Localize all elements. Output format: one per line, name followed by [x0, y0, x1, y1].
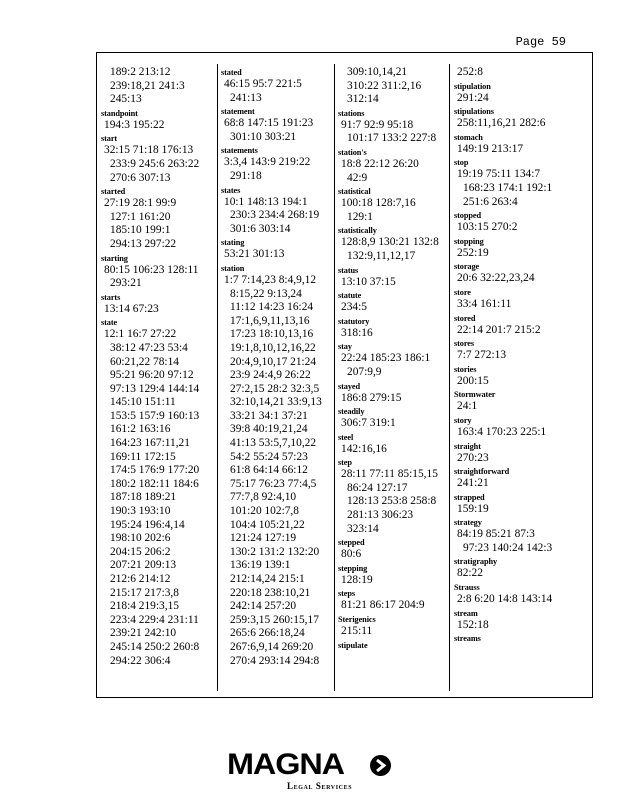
index-reference: 17:1,6,9,11,13,16	[230, 314, 310, 327]
index-reference: 19:19 75:11 134:7	[457, 168, 541, 181]
index-reference: 12:1 16:7 27:22	[104, 328, 177, 341]
index-heading: stopping	[454, 236, 484, 246]
index-heading: Strauss	[454, 583, 480, 593]
index-reference: 80:15 106:23 128:11	[104, 263, 199, 276]
index-heading: station's	[338, 147, 367, 157]
index-reference: 142:16,16	[341, 442, 387, 455]
index-reference: 312:14	[347, 93, 379, 106]
index-reference: 127:1 161:20	[110, 210, 171, 223]
index-heading: stored	[454, 313, 476, 323]
index-reference: 204:15 206:2	[110, 545, 171, 558]
index-reference: 301:6 303:14	[230, 222, 291, 235]
index-column-2	[217, 64, 332, 691]
index-reference: 130:2 131:2 132:20	[230, 545, 320, 558]
index-heading: stipulation	[454, 81, 491, 91]
index-reference: 8:15,22 9:13,24	[230, 287, 302, 300]
index-heading: stay	[338, 342, 352, 352]
index-reference: 163:4 170:23 225:1	[457, 425, 547, 438]
index-reference: 245:14 250:2 260:8	[110, 640, 200, 653]
index-reference: 97:23 140:24 142:3	[463, 541, 553, 554]
logo-wordmark: MAGNA	[227, 748, 344, 781]
index-reference: 294:22 306:4	[110, 654, 171, 667]
index-reference: 13:14 67:23	[104, 302, 159, 315]
index-reference: 161:2 163:16	[110, 423, 171, 436]
index-heading: standpoint	[101, 108, 138, 118]
index-heading: statement	[221, 107, 255, 117]
index-reference: 310:22 311:2,16	[347, 79, 422, 92]
logo-subtitle: Legal Services	[287, 781, 353, 791]
index-reference: 281:13 306:23	[347, 509, 414, 522]
index-heading: stayed	[338, 381, 360, 391]
index-reference: 207:9,9	[347, 365, 382, 378]
page-number: Page 59	[515, 35, 566, 49]
index-reference: 128:13 253:8 258:8	[347, 495, 437, 508]
index-reference: 318:16	[341, 326, 373, 339]
index-reference: 104:4 105:21,22	[230, 518, 305, 531]
index-reference: 13:10 37:15	[341, 275, 396, 288]
index-reference: 220:18 238:10,21	[230, 586, 311, 599]
index-heading: stepping	[338, 563, 368, 573]
index-reference: 91:7 92:9 95:18	[341, 118, 414, 131]
index-reference: 128:8,9 130:21 132:8	[341, 236, 439, 249]
index-reference: 1:7 7:14,23 8:4,9,12	[224, 273, 317, 286]
index-heading: straight	[454, 441, 481, 451]
index-reference: 241:13	[230, 91, 262, 104]
index-reference: 22:24 185:23 186:1	[341, 352, 431, 365]
index-frame	[96, 52, 593, 698]
index-heading: step	[338, 458, 352, 468]
index-column-4	[449, 64, 591, 691]
index-reference: 270:4 293:14 294:8	[230, 654, 320, 667]
index-reference: 258:11,16,21 282:6	[457, 117, 546, 130]
index-reference: 121:24 127:19	[230, 532, 297, 545]
index-heading: store	[454, 287, 471, 297]
index-reference: 195:24 196:4,14	[110, 518, 185, 531]
index-heading: stepped	[338, 538, 365, 548]
index-reference: 75:17 76:23 77:4,5	[230, 477, 317, 490]
index-heading: steps	[338, 589, 356, 599]
index-heading: stratigraphy	[454, 557, 498, 567]
index-reference: 223:4 229:4 231:11	[110, 613, 199, 626]
index-reference: 185:10 199:1	[110, 224, 171, 237]
index-reference: 136:19 139:1	[230, 559, 291, 572]
index-heading: statements	[221, 146, 258, 156]
arrow-right-icon	[370, 755, 391, 776]
index-reference: 291:24	[457, 91, 489, 104]
index-reference: 190:3 193:10	[110, 505, 171, 518]
index-reference: 189:2 213:12	[110, 66, 171, 78]
index-reference: 11:12 14:23 16:24	[230, 301, 314, 314]
index-heading: stop	[454, 158, 469, 168]
index-heading: status	[338, 265, 359, 275]
index-reference: 187:18 189:21	[110, 491, 177, 504]
index-reference: 291:18	[230, 169, 262, 182]
index-reference: 23:9 24:4,9 26:22	[230, 369, 311, 382]
index-reference: 309:10,14,21	[347, 66, 408, 78]
index-reference: 270:23	[457, 451, 489, 464]
index-reference: 41:13 53:5,7,10,22	[230, 437, 317, 450]
index-reference: 7:7 272:13	[457, 349, 507, 362]
index-reference: 145:10 151:11	[110, 396, 176, 409]
index-reference: 20:6 32:22,23,24	[457, 272, 535, 285]
index-heading: steel	[338, 432, 354, 442]
index-reference: 101:20 102:7,8	[230, 505, 299, 518]
index-heading: steadily	[338, 407, 365, 417]
index-reference: 101:17 133:2 227:8	[347, 132, 437, 145]
index-reference: 28:11 77:11 85:15,15	[341, 468, 438, 481]
index-heading: statute	[338, 291, 362, 301]
index-reference: 200:15	[457, 374, 489, 387]
index-reference: 32:15 71:18 176:13	[104, 144, 194, 157]
index-reference: 60:21,22 78:14	[110, 355, 179, 368]
index-heading: Stormwater	[454, 390, 496, 400]
index-reference: 168:23 174:1 192:1	[463, 181, 553, 194]
index-reference: 234:5	[341, 301, 367, 314]
index-reference: 174:5 176:9 177:20	[110, 464, 200, 477]
index-reference: 27:2,15 28:2 32:3,5	[230, 382, 320, 395]
index-heading: strapped	[454, 492, 485, 502]
index-reference: 80:6	[341, 548, 362, 561]
index-column-1	[101, 64, 213, 691]
index-reference: 306:7 319:1	[341, 417, 396, 430]
index-reference: 20:4,9,10,17 21:24	[230, 355, 317, 368]
index-reference: 153:5 157:9 160:13	[110, 409, 200, 422]
index-reference: 301:10 303:21	[230, 130, 297, 143]
index-reference: 18:8 22:12 26:20	[341, 157, 419, 170]
index-reference: 46:15 95:7 221:5	[224, 78, 302, 90]
index-reference: 294:13 297:22	[110, 237, 177, 250]
index-reference: 252:19	[457, 246, 489, 259]
index-reference: 17:23 18:10,13,16	[230, 328, 314, 341]
index-reference: 215:11	[341, 625, 373, 638]
index-heading: strategy	[454, 518, 482, 528]
index-reference: 233:9 245:6 263:22	[110, 157, 200, 170]
index-reference: 32:10,14,21 33:9,13	[230, 396, 322, 409]
index-heading: streams	[454, 634, 481, 644]
index-reference: 194:3 195:22	[104, 118, 165, 131]
index-reference: 186:8 279:15	[341, 391, 402, 404]
index-heading: stipulations	[454, 107, 494, 117]
index-reference: 10:1 148:13 194:1	[224, 195, 308, 208]
index-reference: 24:1	[457, 400, 478, 413]
index-reference: 265:6 266:18,24	[230, 627, 305, 640]
index-reference: 251:6 263:4	[463, 195, 518, 208]
magna-logo	[227, 748, 402, 792]
index-reference: 245:13	[110, 93, 142, 106]
index-heading: storage	[454, 262, 480, 272]
index-reference: 242:14 257:20	[230, 600, 297, 613]
index-reference: 54:2 55:24 57:23	[230, 450, 308, 463]
index-reference: 128:19	[341, 573, 373, 586]
index-heading: statistical	[338, 187, 371, 197]
index-reference: 95:21 96:20 97:12	[110, 369, 194, 382]
index-heading: start	[101, 134, 118, 144]
index-reference: 100:18 128:7,16	[341, 197, 416, 210]
index-reference: 68:8 147:15 191:23	[224, 117, 314, 130]
index-reference: 2:8 6:20 14:8 143:14	[457, 593, 553, 606]
index-reference: 230:3 234:4 268:19	[230, 209, 320, 222]
index-heading: state	[101, 318, 118, 328]
index-heading: stating	[221, 238, 245, 248]
index-heading: statutory	[338, 316, 370, 326]
index-reference: 159:19	[457, 502, 489, 515]
index-heading: stories	[454, 364, 477, 374]
index-reference: 239:21 242:10	[110, 627, 177, 640]
index-reference: 252:8	[457, 66, 483, 78]
index-reference: 27:19 28:1 99:9	[104, 197, 177, 210]
index-reference: 53:21 301:13	[224, 248, 285, 261]
index-reference: 61:8 64:14 66:12	[230, 464, 308, 477]
index-heading: starts	[101, 292, 121, 302]
index-reference: 22:14 201:7 215:2	[457, 323, 541, 336]
index-reference: 97:13 129:4 144:14	[110, 382, 200, 395]
index-heading: stream	[454, 608, 478, 618]
index-heading: stopped	[454, 211, 481, 221]
index-heading: Sterigenics	[338, 615, 376, 625]
index-reference: 212:14,24 215:1	[230, 573, 305, 585]
index-reference: 270:6 307:13	[110, 171, 171, 184]
index-heading: starting	[101, 253, 128, 263]
index-heading: stated	[221, 68, 242, 77]
index-reference: 259:3,15 260:15,17	[230, 613, 319, 626]
index-heading: started	[101, 187, 126, 197]
index-reference: 241:21	[457, 477, 489, 490]
index-heading: story	[454, 415, 472, 425]
index-reference: 33:4 161:11	[457, 297, 512, 310]
index-reference: 82:22	[457, 567, 483, 580]
index-heading: station	[221, 263, 245, 273]
index-reference: 218:4 219:3,15	[110, 600, 179, 613]
index-heading: straightforward	[454, 467, 510, 477]
index-reference: 149:19 213:17	[457, 142, 524, 155]
index-reference: 86:24 127:17	[347, 481, 408, 494]
index-reference: 198:10 202:6	[110, 532, 171, 545]
index-reference: 164:23 167:11,21	[110, 437, 190, 450]
index-reference: 84:19 85:21 87:3	[457, 528, 535, 541]
index-reference: 129:1	[347, 210, 373, 223]
index-heading: stipulate	[338, 640, 368, 650]
index-reference: 39:8 40:19,21,24	[230, 423, 308, 436]
index-reference: 267:6,9,14 269:20	[230, 640, 314, 653]
index-reference: 207:21 209:13	[110, 559, 177, 572]
index-reference: 81:21 86:17 204:9	[341, 599, 425, 612]
index-reference: 212:6 214:12	[110, 573, 171, 585]
index-reference: 3:3,4 143:9 219:22	[224, 156, 311, 169]
index-reference: 38:12 47:23 53:4	[110, 341, 188, 354]
index-reference: 323:14	[347, 522, 379, 535]
index-reference: 180:2 182:11 184:6	[110, 477, 199, 490]
index-reference: 77:7,8 92:4,10	[230, 491, 297, 504]
index-reference: 215:17 217:3,8	[110, 586, 179, 599]
index-heading: stomach	[454, 132, 483, 142]
index-reference: 33:21 34:1 37:21	[230, 409, 308, 422]
index-reference: 132:9,11,12,17	[347, 249, 416, 262]
index-reference: 103:15 270:2	[457, 221, 518, 234]
index-reference: 169:11 172:15	[110, 450, 176, 463]
index-reference: 42:9	[347, 171, 368, 184]
index-heading: stations	[338, 108, 365, 118]
index-reference: 152:18	[457, 618, 489, 631]
index-heading: states	[221, 185, 241, 195]
index-heading: stores	[454, 339, 474, 349]
index-reference: 293:21	[110, 277, 142, 290]
index-column-3	[334, 64, 446, 691]
index-heading: statistically	[338, 226, 377, 236]
index-reference: 19:1,8,10,12,16,22	[230, 341, 316, 354]
index-reference: 239:18,21 241:3	[110, 79, 185, 92]
